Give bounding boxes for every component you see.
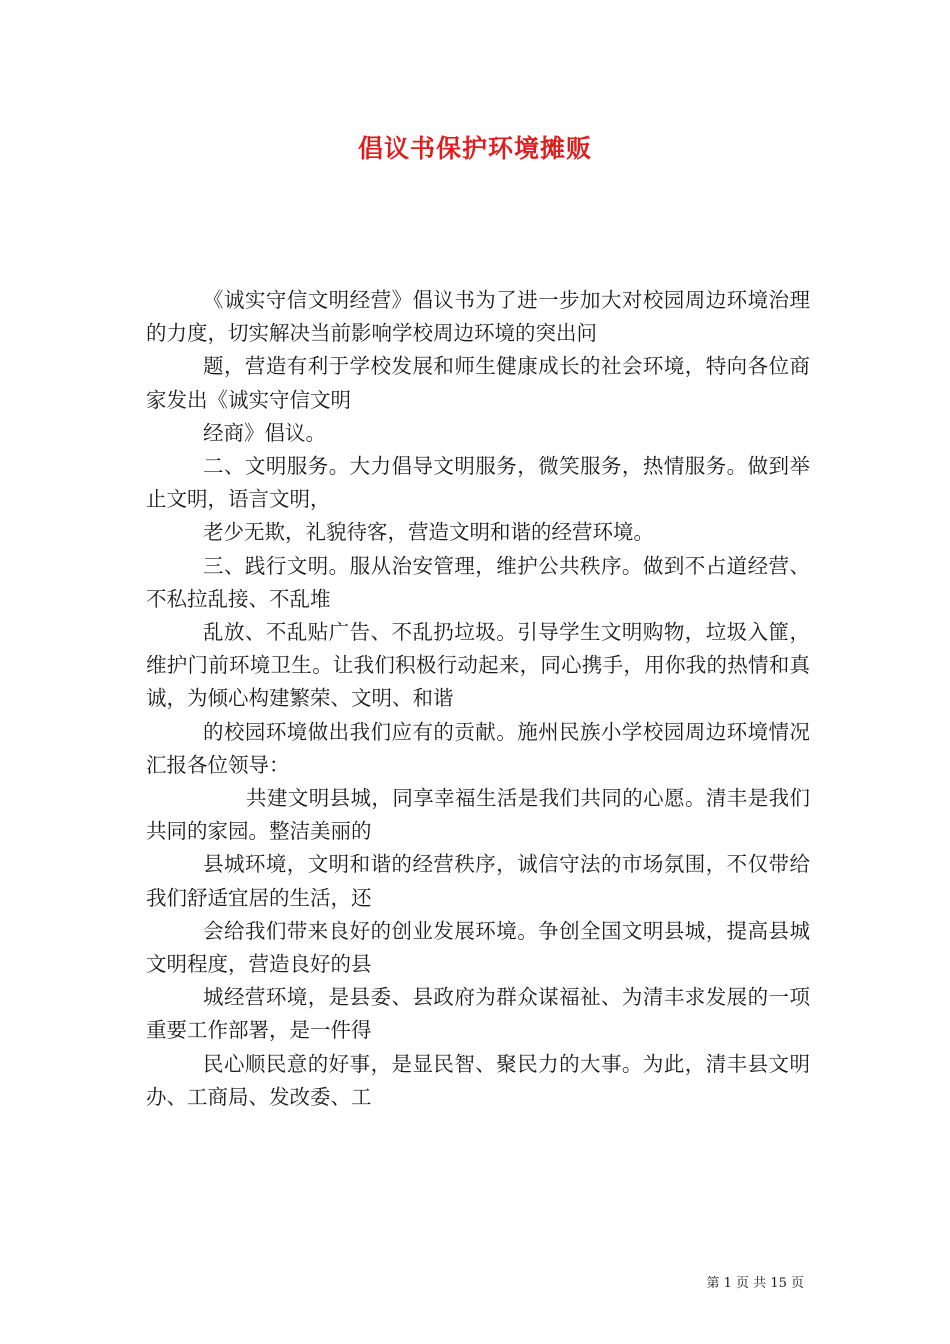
paragraph: 城经营环境，是县委、县政府为群众谋福祉、为清丰求发展的一项重要工作部署，是一件得: [146, 985, 810, 1043]
paragraph: 会给我们带来良好的创业发展环境。争创全国文明县城，提高县城文明程度，营造良好的县: [146, 918, 810, 977]
paragraph: 二、文明服务。大力倡导文明服务，微笑服务，热情服务。做到举止文明，语言文明，: [146, 454, 810, 512]
document-title: 倡议书保护环境摊贩: [357, 134, 592, 163]
page-number: 第 1 页 共 15 页: [706, 1276, 804, 1291]
paragraph: 民心顺民意的好事，是显民智、聚民力的大事。为此，清丰县文明办、工商局、发改委、工: [146, 1051, 810, 1109]
paragraph: 乱放、不乱贴广告、不乱扔垃圾。引导学生文明购物，垃圾入篚，维护门前环境卫生。让我们积极行动起来，同心携手，用你我的热情和真诚，为倾心构建繁荣、文明、和谐: [146, 620, 810, 711]
paragraph: 三、践行文明。服从治安管理，维护公共秩序。做到不占道经营、不私拉乱接、不乱堆: [146, 553, 810, 611]
paragraph: 的校园环境做出我们应有的贡献。施州民族小学校园周边环境情况汇报各位领导：: [146, 719, 810, 777]
paragraph: 老少无欺，礼貌待客，营造文明和谐的经营环境。: [203, 520, 654, 545]
paragraph: 《诚实守信文明经营》倡议书为了进一步加大对校园周边环境治理的力度，切实解决当前影响学校周边环境的突出问: [146, 288, 810, 346]
paragraph: 题，营造有利于学校发展和师生健康成长的社会环境，特向各位商家发出《诚实守信文明: [146, 354, 810, 412]
document-body: [146, 284, 810, 1114]
paragraph: 县城环境，文明和谐的经营秩序，诚信守法的市场氛围，不仅带给我们舒适宜居的生活，还: [146, 852, 810, 910]
paragraph: 共建文明县城，同享幸福生活是我们共同的心愿。清丰是我们共同的家园。整洁美丽的: [146, 786, 810, 844]
paragraph: 经商》倡议。: [203, 420, 326, 445]
